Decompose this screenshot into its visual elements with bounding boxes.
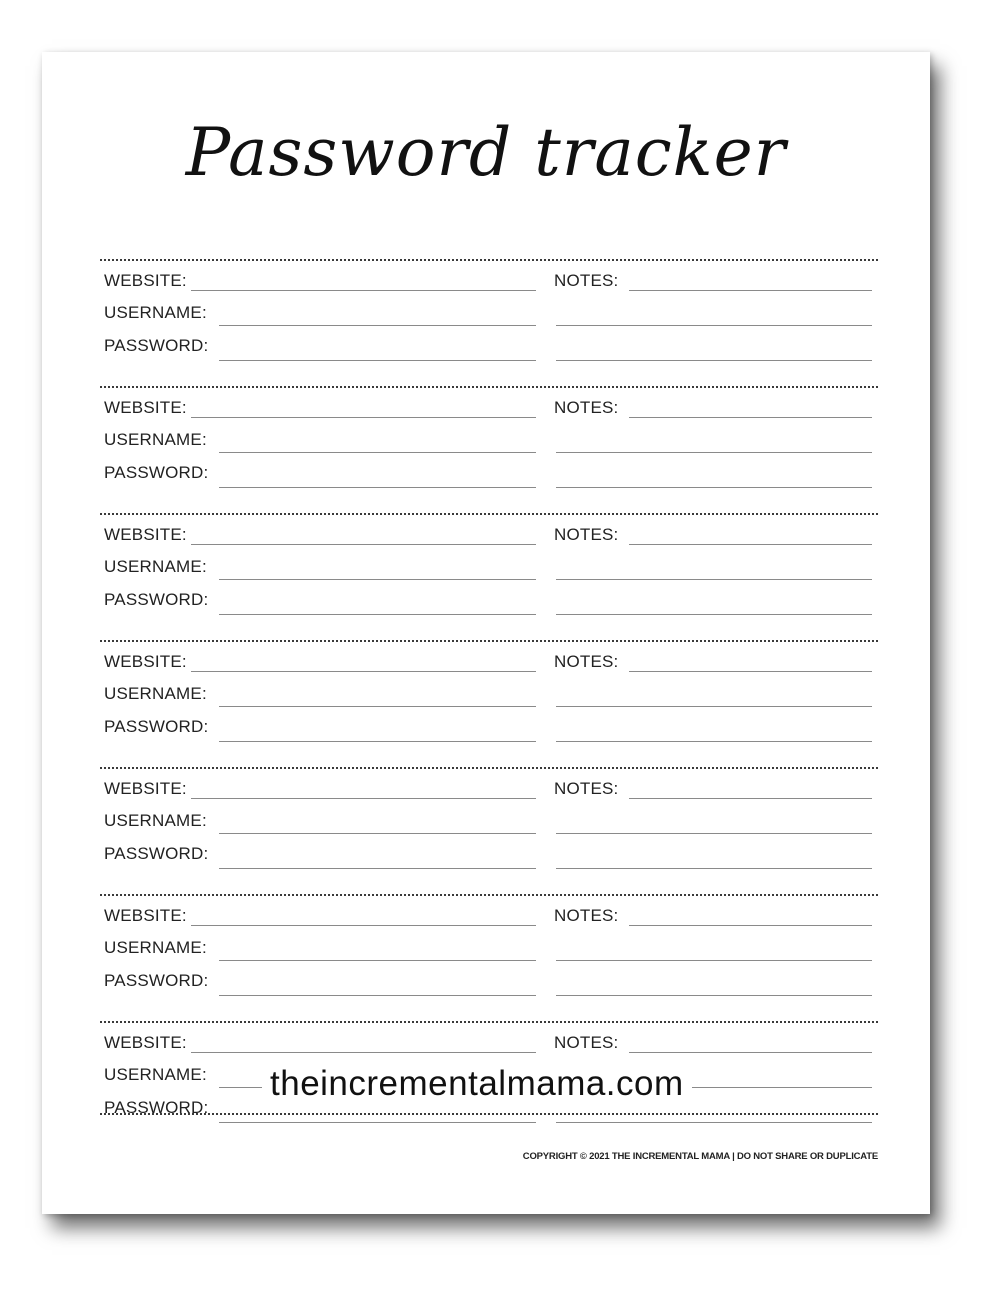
username-field[interactable] [219,325,536,326]
website-label: WEBSITE: [104,271,187,290]
password-field[interactable] [219,487,536,488]
notes-field[interactable] [556,325,872,326]
notes-field[interactable] [629,925,872,926]
username-label: USERNAME: [104,684,207,703]
website-field[interactable] [191,290,536,291]
password-field[interactable] [219,614,536,615]
dotted-divider [100,1113,878,1115]
website-field[interactable] [191,925,536,926]
username-label: USERNAME: [104,557,207,576]
notes-field[interactable] [629,798,872,799]
notes-field[interactable] [629,544,872,545]
website-field[interactable] [191,544,536,545]
website-field[interactable] [191,671,536,672]
dotted-divider [100,259,878,261]
website-field[interactable] [191,798,536,799]
notes-field[interactable] [556,487,872,488]
dotted-divider [100,640,878,642]
username-field[interactable] [219,960,536,961]
notes-field[interactable] [556,995,872,996]
username-field[interactable] [219,706,536,707]
notes-field[interactable] [556,452,872,453]
password-field[interactable] [219,1122,536,1123]
notes-label: NOTES: [554,271,619,290]
username-field[interactable] [219,833,536,834]
notes-field[interactable] [556,579,872,580]
website-label: WEBSITE: [104,779,187,798]
website-label: WEBSITE: [104,652,187,671]
website-label: WEBSITE: [104,906,187,925]
notes-field[interactable] [556,706,872,707]
website-field[interactable] [191,1052,536,1053]
notes-field[interactable] [556,741,872,742]
copyright-notice: COPYRIGHT © 2021 THE INCREMENTAL MAMA | DO NOT SHARE OR DUPLICATE [522,1151,878,1162]
username-label: USERNAME: [104,303,207,322]
password-field[interactable] [219,868,536,869]
dotted-divider [100,513,878,515]
notes-label: NOTES: [554,1033,619,1052]
notes-label: NOTES: [554,906,619,925]
username-label: USERNAME: [104,811,207,830]
username-field[interactable] [219,452,536,453]
dotted-divider [100,894,878,896]
notes-field[interactable] [629,417,872,418]
username-field[interactable] [219,579,536,580]
password-label: PASSWORD: [104,844,209,863]
watermark: theincrementalmama.com [262,1064,692,1104]
password-label: PASSWORD: [104,336,209,355]
dotted-divider [100,386,878,388]
website-label: WEBSITE: [104,398,187,417]
notes-field[interactable] [556,614,872,615]
notes-field[interactable] [629,1052,872,1053]
dotted-divider [100,767,878,769]
notes-label: NOTES: [554,652,619,671]
notes-field[interactable] [629,290,872,291]
website-label: WEBSITE: [104,525,187,544]
password-label: PASSWORD: [104,971,209,990]
website-field[interactable] [191,417,536,418]
username-label: USERNAME: [104,1065,207,1084]
page-title: Password tracker [185,114,787,191]
dotted-divider [100,1021,878,1023]
password-field[interactable] [219,741,536,742]
password-field[interactable] [219,995,536,996]
password-label: PASSWORD: [104,717,209,736]
notes-label: NOTES: [554,398,619,417]
notes-field[interactable] [556,833,872,834]
notes-field[interactable] [556,960,872,961]
notes-field[interactable] [556,360,872,361]
worksheet-page [42,52,930,1214]
username-label: USERNAME: [104,430,207,449]
password-label: PASSWORD: [104,1098,209,1117]
password-label: PASSWORD: [104,590,209,609]
password-field[interactable] [219,360,536,361]
notes-label: NOTES: [554,779,619,798]
notes-field[interactable] [556,868,872,869]
password-label: PASSWORD: [104,463,209,482]
notes-field[interactable] [556,1122,872,1123]
notes-label: NOTES: [554,525,619,544]
website-label: WEBSITE: [104,1033,187,1052]
notes-field[interactable] [629,671,872,672]
username-label: USERNAME: [104,938,207,957]
